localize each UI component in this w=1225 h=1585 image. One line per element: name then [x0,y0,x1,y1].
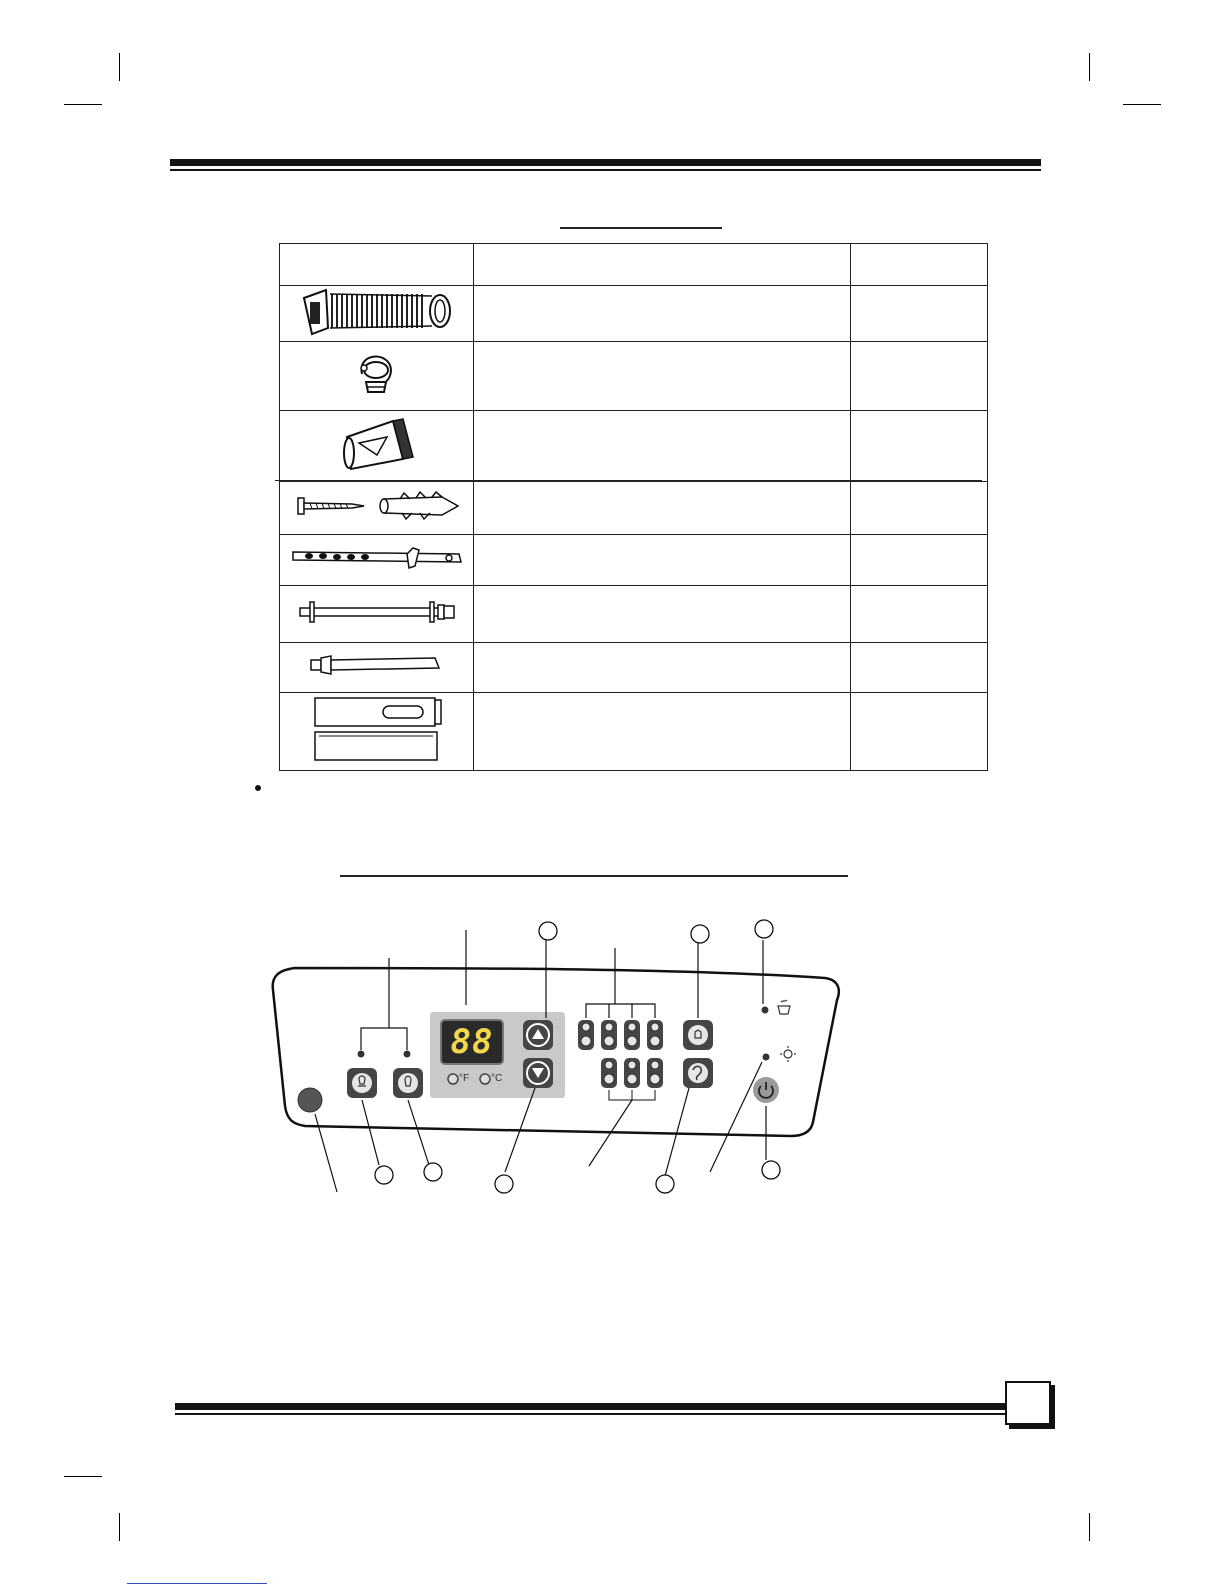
table-row [280,535,988,586]
crop-mark-top-right-h [1123,104,1161,105]
fahrenheit-label: °F [459,1073,470,1084]
sleep-led [763,1054,770,1061]
water-full-led [762,1007,769,1014]
celsius-led [480,1074,490,1084]
table-cell-quantity [851,586,988,643]
table-cell-image [280,482,474,535]
crop-mark-bottom-left-h [64,1476,102,1477]
table-header-cell [474,244,851,286]
footer-rule-thin [175,1413,1005,1415]
table-cell-image [280,586,474,643]
hose-adaptor-icon [352,348,402,400]
header-rule-thick [170,159,1041,166]
crop-mark-bottom-right-v [1089,1513,1090,1541]
table-cell-quantity [851,482,988,535]
table-cell-description [474,643,851,693]
drain-hose-icon [307,652,447,678]
footer-rule-thick [175,1403,1005,1410]
table-cell-image [280,342,474,411]
table-cell-description [474,286,851,342]
fahrenheit-led [448,1074,458,1084]
table-row [280,342,988,411]
table-cell-description [474,535,851,586]
table-cell-quantity [851,286,988,342]
callout-circle [691,925,709,943]
table-cell-description [474,342,851,411]
table-cell-image [280,286,474,342]
note-bullet [255,785,261,791]
security-bracket-icon [289,544,465,572]
table-cell-image [280,643,474,693]
window-bar-icon [294,600,460,624]
window-adaptor-icon [337,415,417,473]
callout-circle [495,1175,513,1193]
table-cell-quantity [851,535,988,586]
table-cell-description [474,693,851,771]
crop-mark-bottom-left-v [119,1513,120,1541]
callout-circle [762,1161,780,1179]
screw-anchor-icon [292,491,462,521]
table-cell-image [280,535,474,586]
header-rule-thin [170,169,1041,171]
callout-circle [539,922,557,940]
table-row [280,693,988,771]
table-cell-quantity [851,411,988,482]
table-row [280,411,988,482]
celsius-label: °C [491,1073,503,1084]
table-cell-quantity [851,342,988,411]
crop-mark-top-left-v [119,53,120,81]
table-cell-quantity [851,693,988,771]
table-row [280,482,988,535]
callout-circle [755,920,773,938]
remote-sensor [298,1088,322,1112]
table-header-row [280,244,988,286]
callout-circle [656,1175,674,1193]
table-cell-image [280,411,474,482]
crop-mark-top-left-h [64,104,102,105]
temperature-display: 88 [450,1022,494,1062]
table-cell-description [474,482,851,535]
table-row [280,586,988,643]
control-panel-title-underline [340,875,848,877]
table-cell-description [474,586,851,643]
note-text [270,778,970,798]
accessories-title-underline [560,227,722,229]
callout-circle [375,1166,393,1184]
accessories-title [560,205,722,225]
control-panel-title [340,855,848,875]
table-header-cell [851,244,988,286]
page-number-box [1005,1381,1051,1425]
table-row [280,643,988,693]
accessories-table [279,243,988,771]
exhaust-hose-icon [292,286,462,336]
table-row [280,286,988,342]
table-cell-image [280,693,474,771]
crop-mark-top-right-v [1089,53,1090,81]
window-slider-kit-icon [307,694,447,764]
control-panel-diagram [255,910,855,1210]
footer-link-underline[interactable] [127,1583,267,1584]
callout-circle [424,1163,442,1181]
table-overlay-rule [275,480,982,481]
table-cell-quantity [851,643,988,693]
table-cell-description [474,411,851,482]
table-header-cell [280,244,474,286]
